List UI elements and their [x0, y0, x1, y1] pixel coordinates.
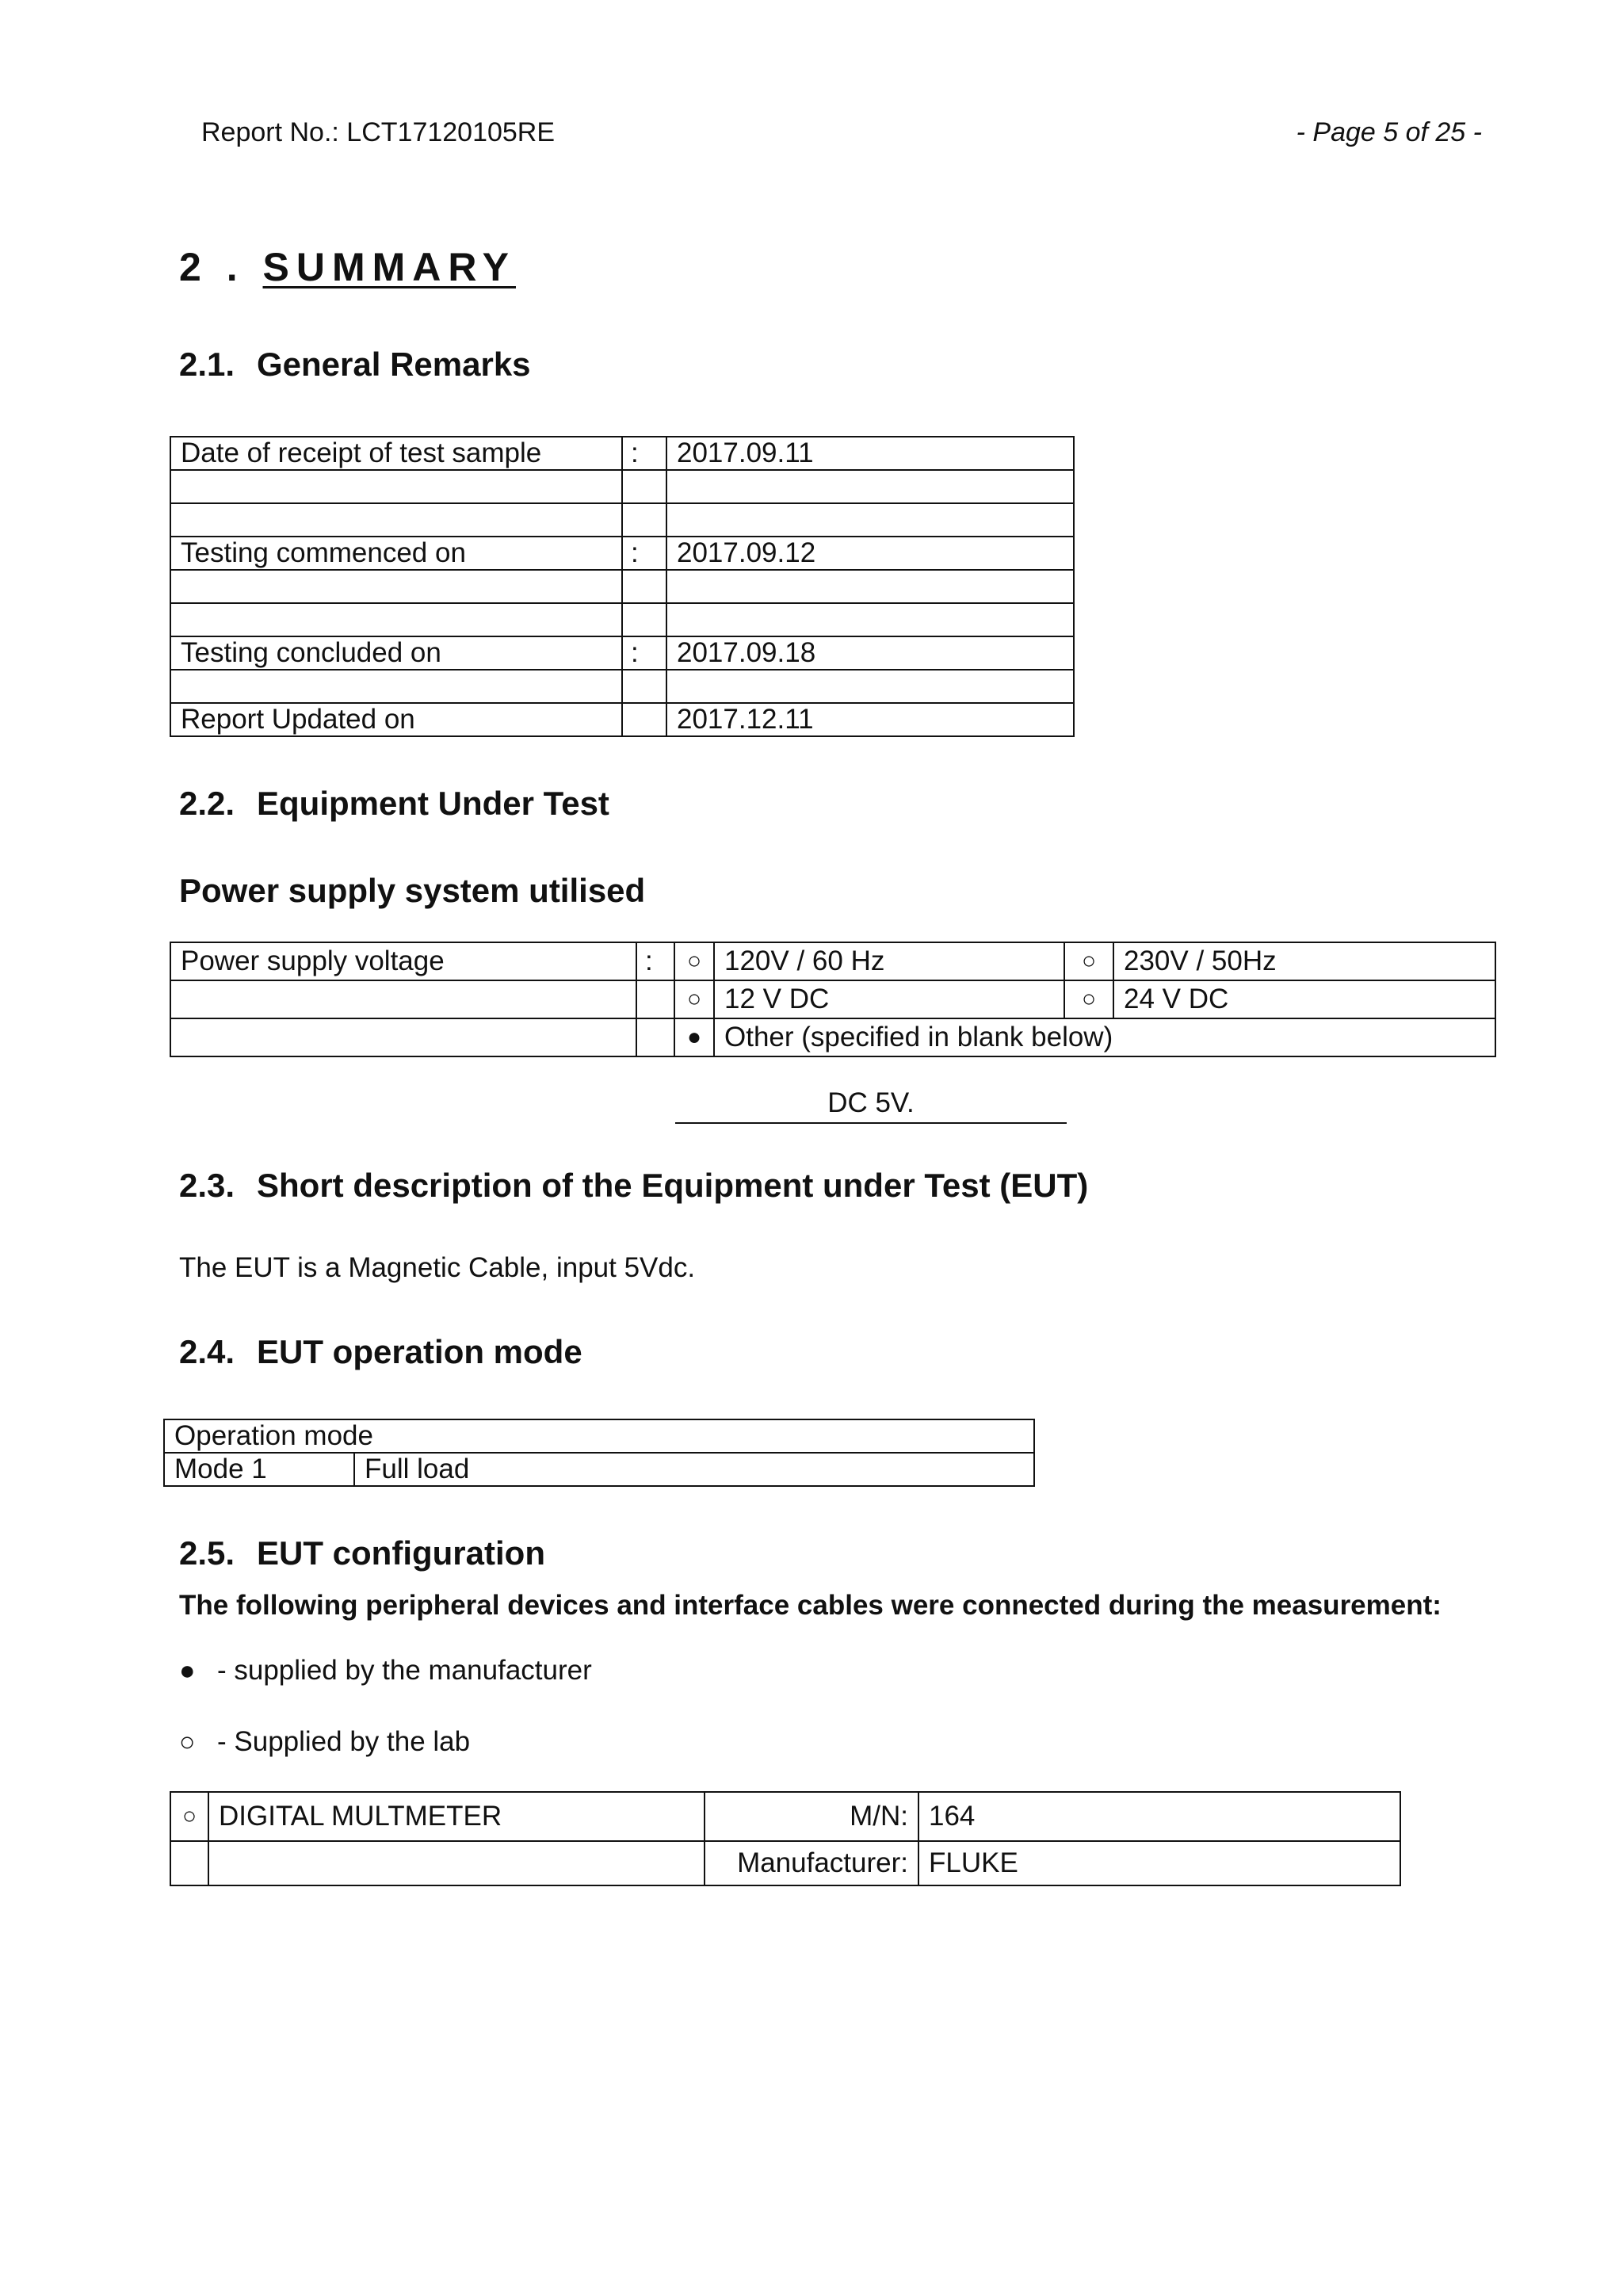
section-title: General Remarks [257, 346, 531, 383]
power-option-label: Other (specified in blank below) [714, 1018, 1495, 1056]
table-cell-value [666, 603, 1074, 636]
table-cell-colon [622, 570, 666, 603]
section-heading-general-remarks [179, 346, 531, 384]
table-cell-value [666, 503, 1074, 537]
table-cell-colon: : [622, 537, 666, 570]
radio-unselected-icon: ○ [1064, 942, 1113, 980]
table-cell-empty [636, 980, 674, 1018]
table-row [164, 1419, 1034, 1453]
table-cell-empty [170, 1841, 208, 1885]
table-cell-empty [636, 1018, 674, 1056]
table-cell-value [666, 470, 1074, 503]
table-cell-colon [622, 503, 666, 537]
table-cell-value: 2017.09.18 [666, 636, 1074, 670]
general-remarks-table [170, 436, 1075, 737]
peripheral-intro: The following peripheral devices and interface cables were connected during the measurement: [179, 1590, 1442, 1621]
table-cell-colon [622, 703, 666, 736]
table-cell-colon [622, 670, 666, 703]
section-heading-eut-configuration [179, 1534, 545, 1572]
section-number: 2.1. [179, 346, 235, 383]
legend-manufacturer [179, 1655, 592, 1687]
table-cell-colon [622, 603, 666, 636]
operation-mode-name: Mode 1 [164, 1453, 354, 1486]
radio-unselected-icon: ○ [674, 942, 714, 980]
operation-mode-table [163, 1419, 1035, 1487]
chapter-number: 2 . [179, 245, 245, 289]
section-number: 2.3. [179, 1167, 235, 1204]
table-cell-label [170, 503, 622, 537]
specified-voltage: DC 5V. [675, 1087, 1067, 1124]
section-number: 2.2. [179, 785, 235, 822]
peripheral-devices-table [170, 1791, 1401, 1886]
operation-mode-description: Full load [354, 1453, 1034, 1486]
section-title: EUT configuration [257, 1534, 545, 1572]
legend-text: - Supplied by the lab [217, 1726, 471, 1757]
section-heading-equipment-under-test [179, 785, 609, 823]
power-supply-table [170, 942, 1496, 1057]
power-option-label: 230V / 50Hz [1113, 942, 1495, 980]
table-cell-label: Date of receipt of test sample [170, 437, 622, 470]
radio-unselected-icon: ○ [674, 980, 714, 1018]
table-cell-label: Testing commenced on [170, 537, 622, 570]
table-row [170, 636, 1074, 670]
chapter-name: SUMMARY [262, 245, 516, 289]
table-row [170, 470, 1074, 503]
section-title: Equipment Under Test [257, 785, 609, 822]
manufacturer-label: Manufacturer: [705, 1841, 918, 1885]
table-cell-colon: : [622, 636, 666, 670]
power-supply-heading: Power supply system utilised [179, 872, 646, 909]
section-heading-short-description [179, 1167, 1088, 1205]
table-row [170, 437, 1074, 470]
table-cell-label: Testing concluded on [170, 636, 622, 670]
table-cell-colon: : [622, 437, 666, 470]
table-cell-empty [170, 1018, 636, 1056]
table-row [164, 1453, 1034, 1486]
power-option-label: 24 V DC [1113, 980, 1495, 1018]
section-number: 2.4. [179, 1333, 235, 1370]
empty-circle-icon: ○ [179, 1727, 196, 1757]
table-row [170, 980, 1495, 1018]
section-title: Short description of the Equipment under Test (EUT) [257, 1167, 1089, 1204]
power-option-label: 12 V DC [714, 980, 1064, 1018]
chapter-title [179, 244, 516, 290]
manufacturer-value: FLUKE [918, 1841, 1400, 1885]
filled-circle-icon: ● [179, 1656, 196, 1686]
model-number-label: M/N: [705, 1792, 918, 1841]
empty-circle-icon: ○ [170, 1792, 208, 1841]
table-cell-value: 2017.09.11 [666, 437, 1074, 470]
table-cell-value: 2017.09.12 [666, 537, 1074, 570]
table-cell-empty [170, 980, 636, 1018]
table-row [170, 570, 1074, 603]
section-number: 2.5. [179, 1534, 235, 1572]
table-cell-label [170, 570, 622, 603]
table-cell-value [666, 570, 1074, 603]
power-supply-label: Power supply voltage [170, 942, 636, 980]
section-title: EUT operation mode [257, 1333, 582, 1370]
table-cell-value: 2017.12.11 [666, 703, 1074, 736]
table-cell-value [666, 670, 1074, 703]
table-cell-label: Report Updated on [170, 703, 622, 736]
legend-lab [179, 1726, 470, 1758]
model-number-value: 164 [918, 1792, 1400, 1841]
power-option-label: 120V / 60 Hz [714, 942, 1064, 980]
table-row [170, 503, 1074, 537]
table-row [170, 670, 1074, 703]
page-number: - Page 5 of 25 - [1296, 117, 1482, 147]
table-cell-label [170, 670, 622, 703]
radio-selected-icon: ● [674, 1018, 714, 1056]
table-row [170, 603, 1074, 636]
table-row [170, 1841, 1400, 1885]
device-name: DIGITAL MULTMETER [208, 1792, 705, 1841]
table-cell-colon: : [636, 942, 674, 980]
table-cell-label [170, 470, 622, 503]
table-row [170, 1018, 1495, 1056]
table-row [170, 1792, 1400, 1841]
legend-text: - supplied by the manufacturer [217, 1655, 592, 1686]
table-row [170, 537, 1074, 570]
table-row [170, 703, 1074, 736]
table-cell-colon [622, 470, 666, 503]
table-row [170, 942, 1495, 980]
operation-mode-header: Operation mode [164, 1419, 1034, 1453]
eut-description: The EUT is a Magnetic Cable, input 5Vdc. [179, 1252, 696, 1283]
table-cell-label [170, 603, 622, 636]
section-heading-operation-mode [179, 1333, 582, 1371]
radio-unselected-icon: ○ [1064, 980, 1113, 1018]
report-number: Report No.: LCT17120105RE [201, 117, 556, 147]
table-cell-empty [208, 1841, 705, 1885]
